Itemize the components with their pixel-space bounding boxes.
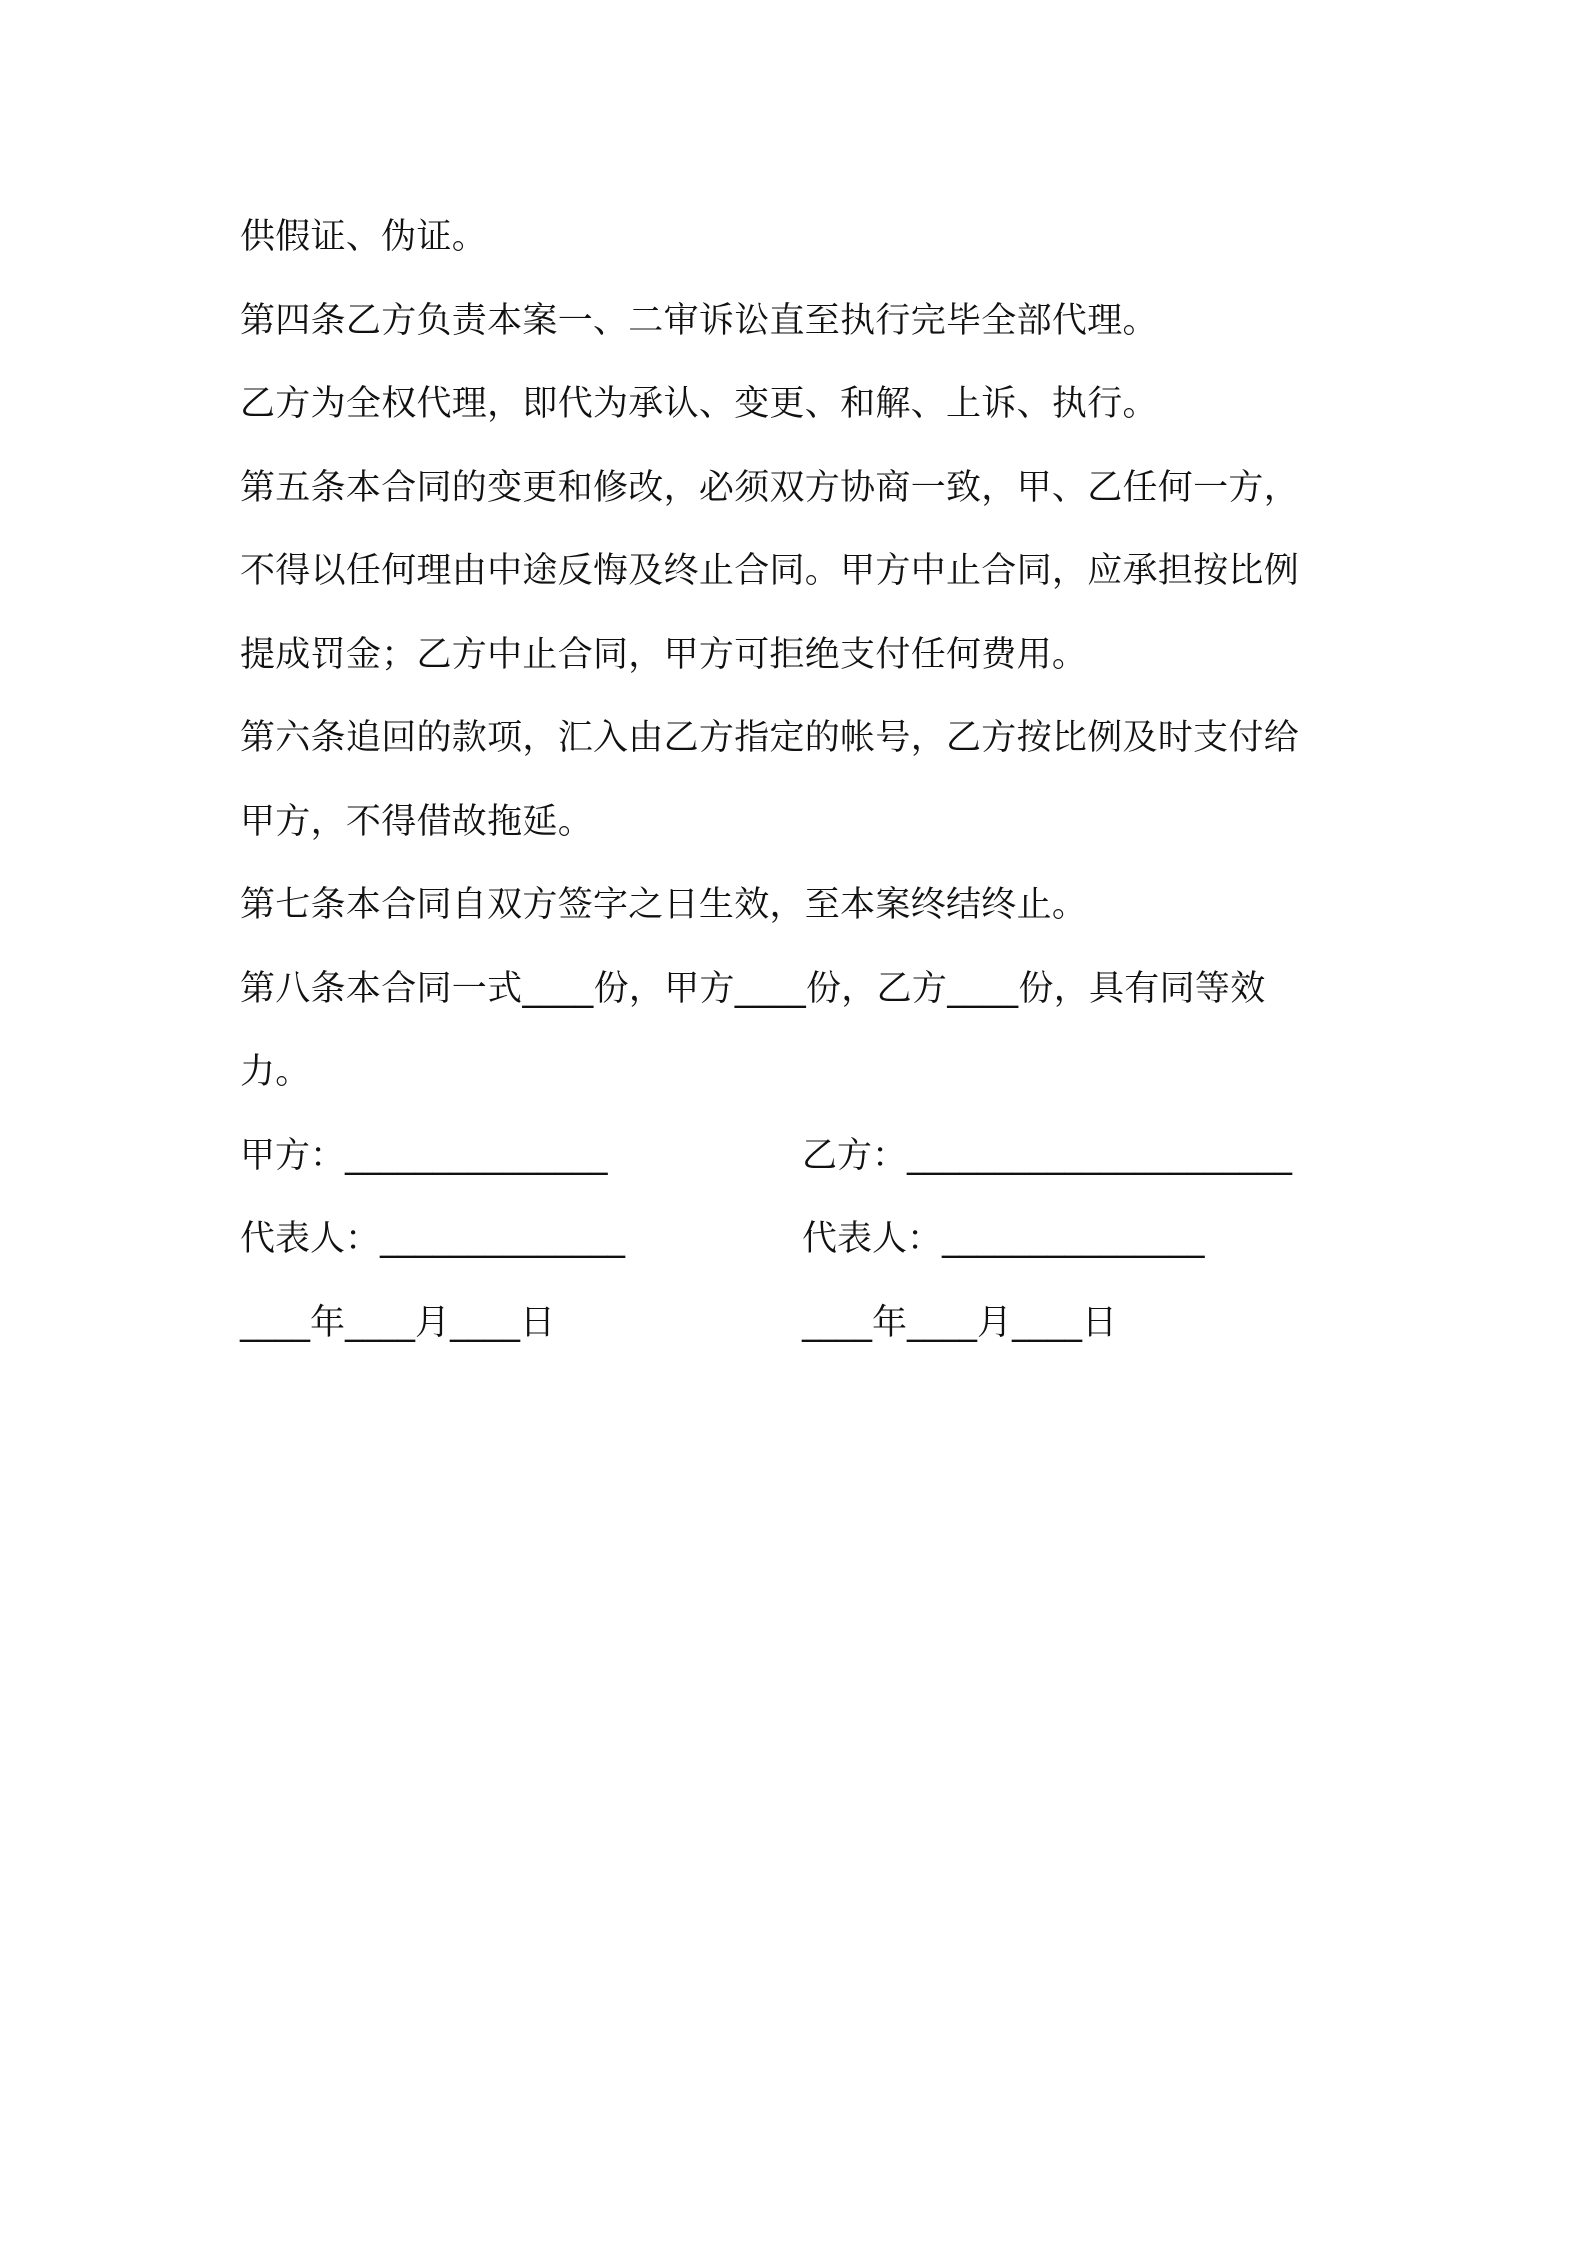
text-line: 不得以任何理由中途反悔及终止合同。甲方中止合同，应承担按比例 (240, 551, 1300, 591)
text-line: 供假证、伪证。 (240, 217, 488, 257)
signature-party-row (240, 1115, 1370, 1199)
text-line: 甲方，不得借故拖延。 (240, 801, 594, 842)
signature-date-row (240, 1282, 1370, 1366)
article-5-line: 第五条本合同的变更和修改，必须双方协商一致，甲、乙任何一方， (240, 467, 1300, 508)
party-b-representative: 代表人：_______________ (802, 1219, 1205, 1259)
article-8-line: 第八条本合同一式____份，甲方____份，乙方____份，具有同等效 (240, 968, 1266, 1009)
party-b-date: ____年____月____日 (802, 1302, 1118, 1343)
party-a-date: ____年____月____日 (240, 1302, 556, 1343)
article-6-line: 第六条追回的款项，汇入由乙方指定的帐号，乙方按比例及时支付给 (240, 718, 1300, 758)
text-line: 提成罚金；乙方中止合同，甲方可拒绝支付任何费用。 (240, 634, 1088, 675)
article-4-line: 第四条乙方负责本案一、二审诉讼直至执行完毕全部代理。 (240, 300, 1158, 341)
text-line: 乙方为全权代理，即代为承认、变更、和解、上诉、执行。 (240, 384, 1158, 424)
text-line: 力。 (240, 1052, 311, 1092)
party-a-representative: 代表人：______________ (240, 1219, 626, 1259)
article-7-line: 第七条本合同自双方签字之日生效，至本案终结终止。 (240, 885, 1088, 925)
party-b-signature: 乙方：______________________ (802, 1135, 1293, 1176)
signature-representative-row (240, 1198, 1370, 1282)
contract-page (240, 196, 1370, 1365)
party-a-signature: 甲方：_______________ (240, 1135, 608, 1176)
